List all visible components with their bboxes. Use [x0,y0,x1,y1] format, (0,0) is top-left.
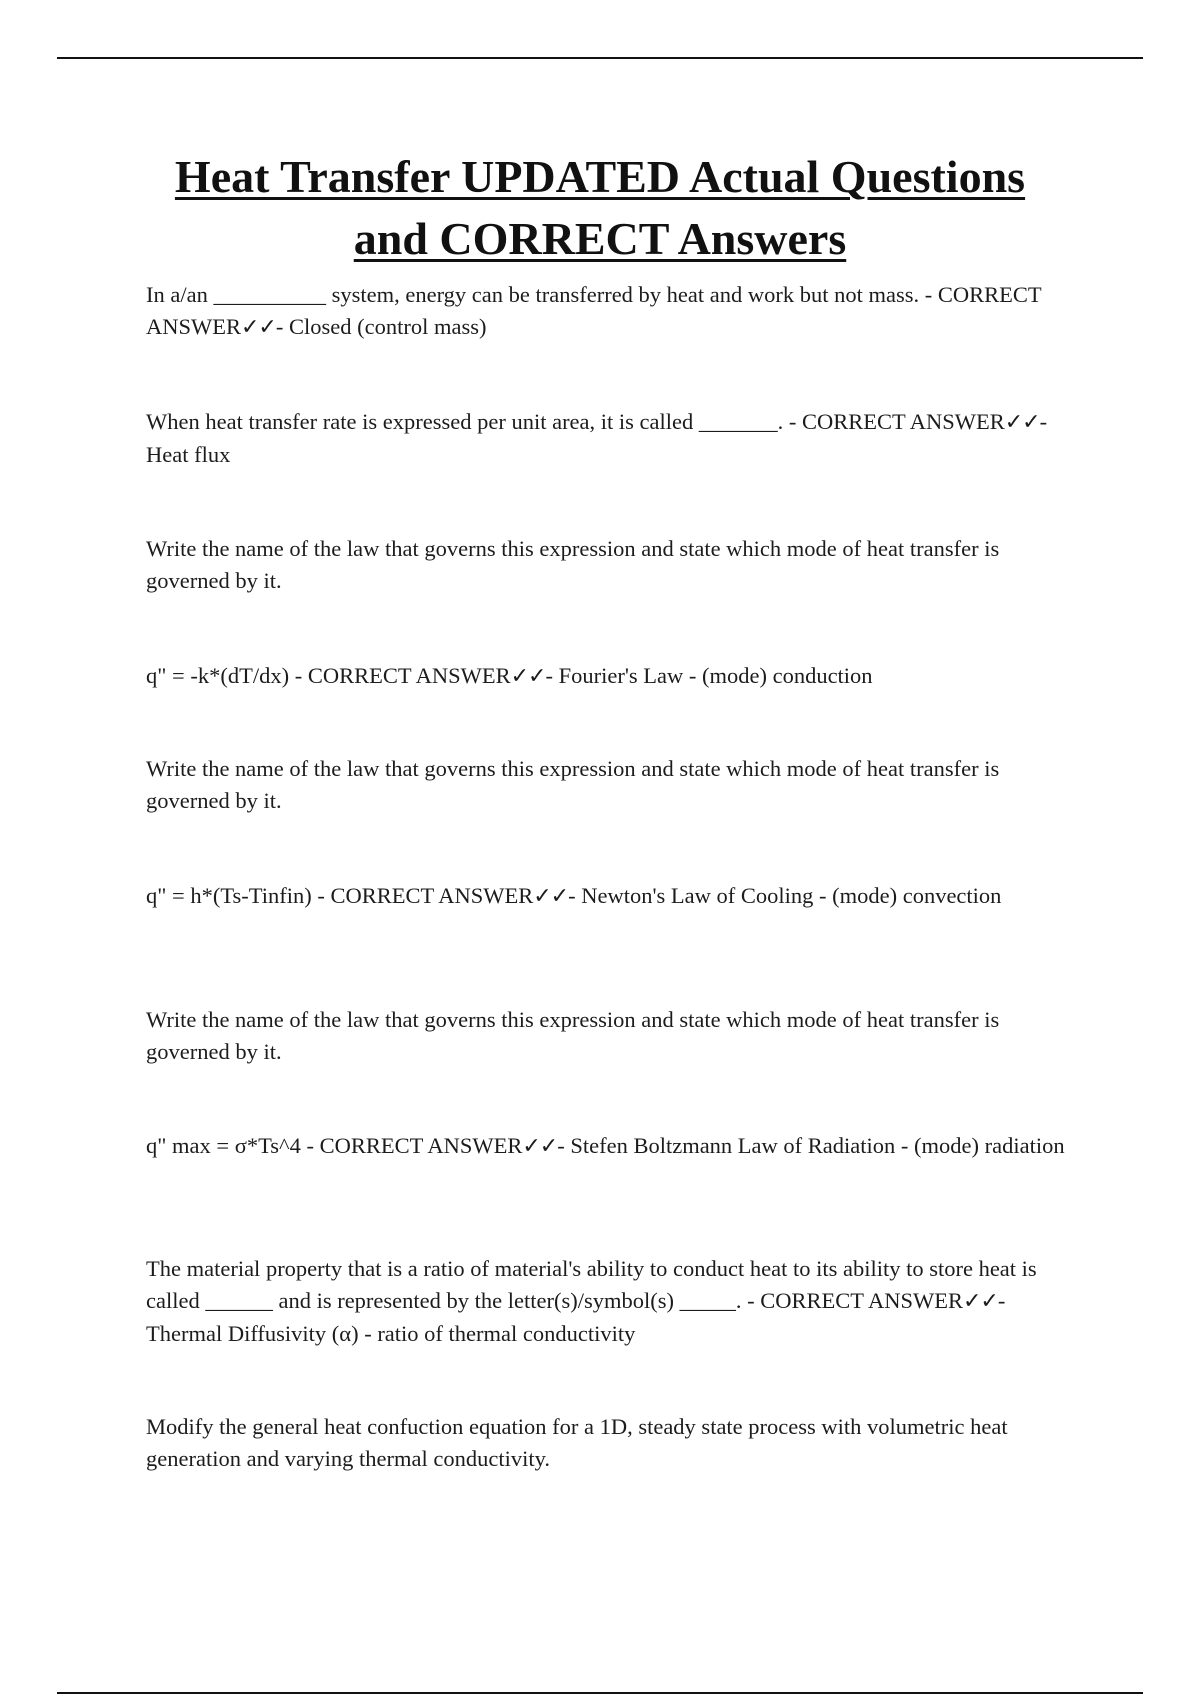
header-rule [57,57,1143,59]
double-check-icon: ✓✓ [533,884,569,909]
answer-text: - Fourier's Law - (mode) conduction [545,663,873,688]
question-text: Write the name of the law that governs this expression and state which mode of heat transfer is governed by it. [146,536,1000,593]
question-paragraph-10 [146,1411,1066,1475]
qa-paragraph-6 [146,880,1066,913]
double-check-icon: ✓✓ [241,315,276,340]
qa-paragraph-2 [146,406,1066,471]
answer-text: - Closed (control mass) [275,314,487,339]
question-text: Modify the general heat confuction equation for a 1D, steady state process with volumetric heat generation and varying thermal conductivity. [146,1414,1008,1471]
question-paragraph-3 [146,533,1066,597]
document-title [100,146,1100,270]
footer-rule [57,1692,1143,1694]
qa-paragraph-9 [146,1253,1066,1350]
answer-text: - Heat flux [146,409,1048,467]
double-check-icon: ✓✓ [510,664,546,689]
double-check-icon: ✓✓ [962,1289,998,1314]
question-text: The material property that is a ratio of material's ability to conduct heat to its ability to store heat is called ______ and is represented by the letter(s)/symbol(s) _____. - CORRECT ANSWER [146,1256,1037,1313]
qa-paragraph-8 [146,1130,1066,1163]
qa-paragraph-1 [146,279,1066,344]
title-line-1: Heat Transfer UPDATED Actual Questions [174,151,1026,202]
title-line-2: and CORRECT Answers [353,213,847,264]
qa-paragraph-4 [146,660,1066,693]
question-paragraph-5 [146,753,1066,817]
double-check-icon: ✓✓ [1004,410,1040,435]
question-text: q" = h*(Ts-Tinfin) - CORRECT ANSWER [146,883,534,908]
answer-text: - Stefen Boltzmann Law of Radiation - (mode) radiation [557,1133,1065,1158]
question-text: In a/an __________ system, energy can be transferred by heat and work but not mass. - CORRECT ANSWER [146,282,1042,339]
question-text: q" = -k*(dT/dx) - CORRECT ANSWER [146,663,511,688]
answer-text: - Thermal Diffusivity (α) - ratio of thermal conductivity [146,1288,1006,1346]
double-check-icon: ✓✓ [522,1134,558,1159]
question-text: Write the name of the law that governs this expression and state which mode of heat transfer is governed by it. [146,1007,1000,1064]
question-text: q" max = σ*Ts^4 - CORRECT ANSWER [146,1133,523,1158]
question-text: Write the name of the law that governs this expression and state which mode of heat transfer is governed by it. [146,756,1000,813]
question-paragraph-7 [146,1004,1066,1068]
question-text: When heat transfer rate is expressed per unit area, it is called _______. - CORRECT ANSWER [146,409,1005,434]
answer-text: - Newton's Law of Cooling - (mode) convection [568,883,1002,908]
